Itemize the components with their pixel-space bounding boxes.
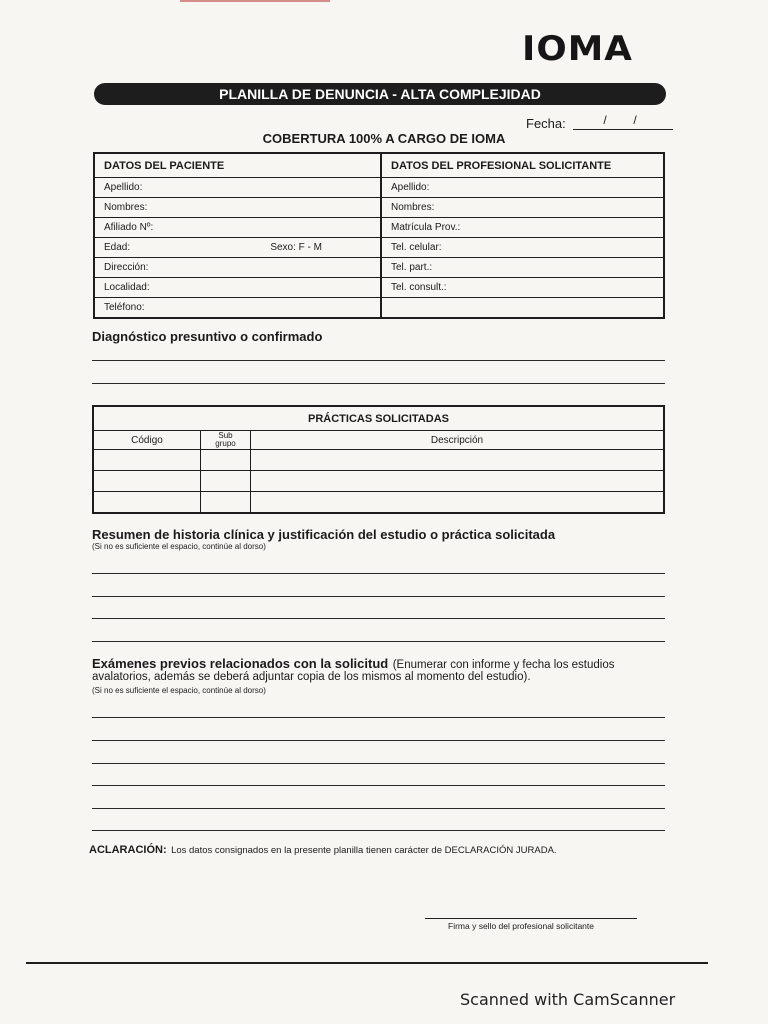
examenes-line-1[interactable]	[92, 717, 665, 718]
form-title-banner: PLANILLA DE DENUNCIA - ALTA COMPLEJIDAD	[94, 83, 666, 105]
scan-top-mark	[180, 0, 330, 2]
diagnostico-line-2[interactable]	[92, 383, 665, 384]
profesional-nombres-field[interactable]: Nombres:	[381, 198, 664, 218]
practica-codigo-cell[interactable]	[93, 450, 201, 471]
datos-table	[93, 152, 665, 319]
practica-row[interactable]	[93, 471, 664, 492]
profesional-matricula-field[interactable]: Matrícula Prov.:	[381, 218, 664, 238]
profesional-tel-part-field[interactable]: Tel. part.:	[381, 258, 664, 278]
paciente-edad-sexo-row[interactable]	[94, 238, 381, 258]
practica-descripcion-cell[interactable]	[251, 471, 665, 492]
examenes-line-4[interactable]	[92, 785, 665, 786]
resumen-line-4[interactable]	[92, 641, 665, 642]
resumen-line-2[interactable]	[92, 596, 665, 597]
practicas-table	[92, 405, 665, 514]
examenes-note: (Si no es suficiente el espacio, continúe al dorso)	[92, 686, 266, 695]
practica-codigo-cell[interactable]	[93, 471, 201, 492]
examenes-title: Exámenes previos relacionados con la solicitud	[92, 656, 389, 671]
paciente-direccion-field[interactable]: Dirección:	[94, 258, 381, 278]
camscanner-watermark: Scanned with CamScanner	[460, 990, 676, 1009]
examenes-desc-2: avalatorios, además se deberá adjuntar copia de los mismos al momento del estudio).	[92, 671, 531, 683]
practica-descripcion-cell[interactable]	[251, 450, 665, 471]
ioma-logo: IOMA	[522, 29, 633, 69]
col-subgrupo-line-2: grupo	[215, 439, 236, 448]
paciente-apellido-field[interactable]: Apellido:	[94, 178, 381, 198]
aclaracion	[89, 840, 557, 858]
col-subgrupo	[201, 431, 251, 450]
paciente-header: DATOS DEL PACIENTE	[94, 153, 381, 178]
profesional-apellido-field[interactable]: Apellido:	[381, 178, 664, 198]
resumen-line-1[interactable]	[92, 573, 665, 574]
practica-row[interactable]	[93, 492, 664, 514]
examenes-desc-1: (Enumerar con informe y fecha los estudios	[392, 659, 615, 671]
practicas-title: PRÁCTICAS SOLICITADAS	[93, 406, 664, 431]
firma-line[interactable]	[425, 918, 637, 919]
examenes-line-2[interactable]	[92, 740, 665, 741]
aclaracion-label: ACLARACIÓN:	[89, 844, 167, 856]
practica-row[interactable]	[93, 450, 664, 471]
diagnostico-line-1[interactable]	[92, 360, 665, 361]
page-bottom-rule	[26, 962, 708, 964]
fecha-field[interactable]	[526, 113, 673, 131]
cobertura-heading: COBERTURA 100% A CARGO DE IOMA	[262, 131, 506, 146]
aclaracion-text: Los datos consignados en la presente planilla tienen carácter de DECLARACIÓN JURADA.	[171, 845, 557, 856]
firma-label: Firma y sello del profesional solicitante	[448, 921, 594, 931]
fecha-label: Fecha:	[526, 116, 566, 131]
paciente-sexo-label: Sexo: F - M	[270, 242, 322, 253]
profesional-celular-field[interactable]: Tel. celular:	[381, 238, 664, 258]
profesional-header: DATOS DEL PROFESIONAL SOLICITANTE	[381, 153, 664, 178]
paciente-localidad-field[interactable]: Localidad:	[94, 278, 381, 298]
practica-subgrupo-cell[interactable]	[201, 471, 251, 492]
examenes-line-6[interactable]	[92, 830, 665, 831]
col-subgrupo-line-1: Sub	[218, 431, 233, 440]
profesional-empty-field[interactable]	[381, 298, 664, 319]
paciente-telefono-field[interactable]: Teléfono:	[94, 298, 381, 319]
paciente-afiliado-field[interactable]: Afiliado Nº:	[94, 218, 381, 238]
practica-subgrupo-cell[interactable]	[201, 492, 251, 514]
examenes-line-3[interactable]	[92, 763, 665, 764]
resumen-title: Resumen de historia clínica y justificación del estudio o práctica solicitada	[92, 527, 556, 542]
paciente-edad-label: Edad:	[104, 242, 131, 253]
fecha-sep-2: /	[633, 113, 637, 127]
resumen-line-3[interactable]	[92, 618, 665, 619]
resumen-note: (Si no es suficiente el espacio, continúe al dorso)	[92, 542, 266, 551]
col-descripcion: Descripción	[251, 431, 665, 450]
practica-subgrupo-cell[interactable]	[201, 450, 251, 471]
profesional-tel-consult-field[interactable]: Tel. consult.:	[381, 278, 664, 298]
fecha-sep-1: /	[603, 113, 607, 127]
diagnostico-title: Diagnóstico presuntivo o confirmado	[92, 329, 323, 344]
practica-descripcion-cell[interactable]	[251, 492, 665, 514]
examenes-line-5[interactable]	[92, 808, 665, 809]
practica-codigo-cell[interactable]	[93, 492, 201, 514]
paciente-nombres-field[interactable]: Nombres:	[94, 198, 381, 218]
col-codigo: Código	[93, 431, 201, 450]
fecha-blank[interactable]	[573, 113, 673, 130]
